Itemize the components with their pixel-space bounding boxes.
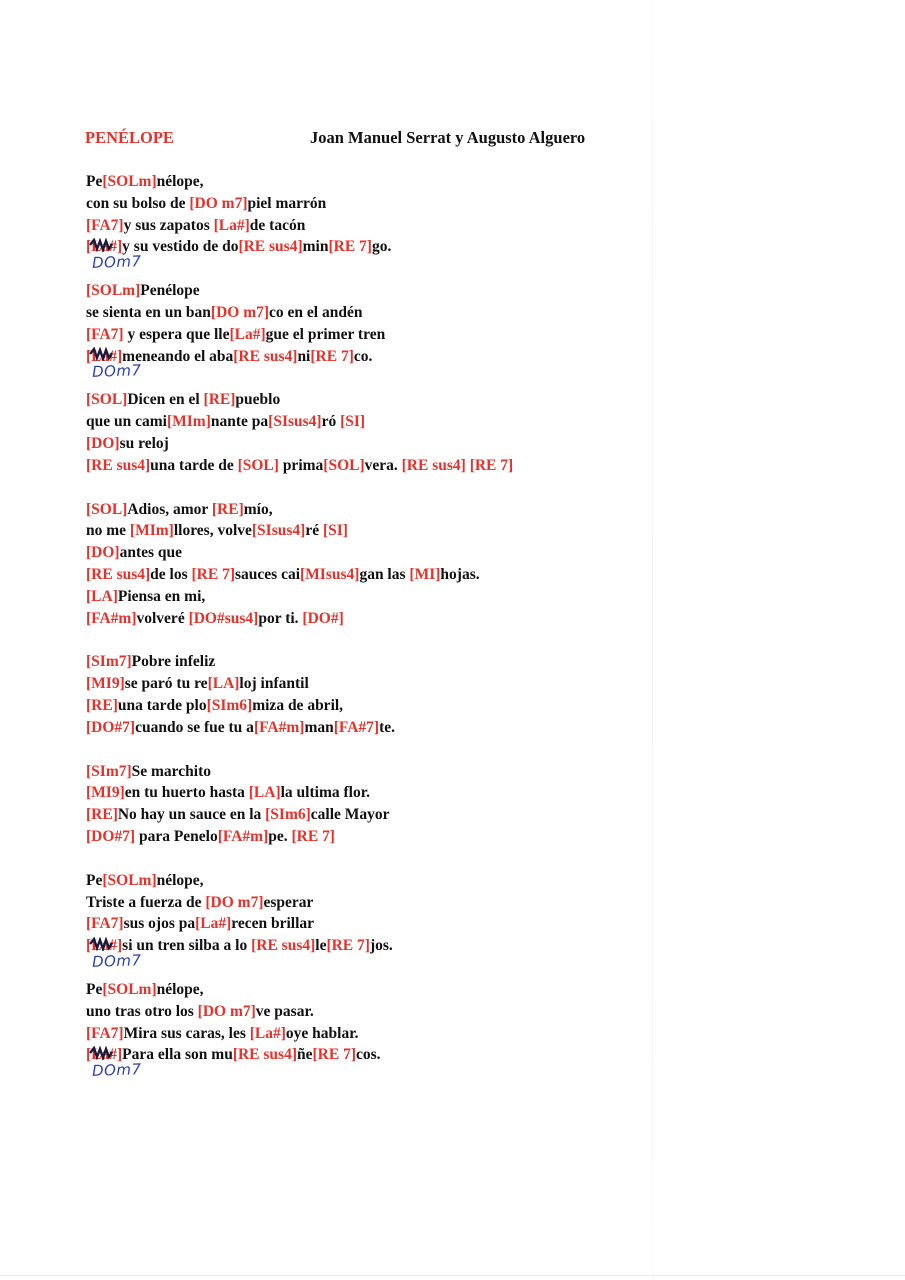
lyric-text: te. — [379, 718, 395, 736]
lyric-text: Pe — [86, 871, 103, 889]
lyric-line — [86, 1044, 646, 1066]
song-title: PENÉLOPE — [85, 128, 174, 147]
chord-label: [RE 7] — [310, 347, 354, 365]
stanza — [86, 761, 646, 848]
handwritten-chord-note: DOm7 — [91, 361, 142, 382]
lyric-text: co en el andén — [269, 303, 363, 321]
chord-label: [RE] — [203, 391, 236, 409]
lyric-line — [86, 782, 646, 804]
lyric-text: ni — [297, 347, 311, 365]
chord-label: [SOL] — [86, 391, 128, 409]
lyric-text: de tacón — [249, 216, 306, 234]
lyric-line — [86, 542, 646, 564]
chord-label: [RE sus4] — [251, 937, 316, 955]
stanza-gap — [86, 848, 646, 870]
stanza-gap — [86, 957, 646, 979]
chord-label: [La#] — [229, 325, 266, 343]
lyric-text: Pe — [86, 173, 103, 190]
lyric-text: pe. — [268, 827, 292, 845]
lyric-text: Dicen en el — [127, 391, 204, 409]
stanza-gap — [86, 477, 646, 499]
lyric-text: oye hablar. — [285, 1024, 359, 1042]
handwritten-chord-note: DOm7 — [91, 951, 142, 971]
lyric-text: que un cami — [86, 413, 167, 431]
stanza — [86, 389, 646, 476]
chord-label: [RE] — [86, 806, 118, 824]
lyric-line — [86, 913, 646, 935]
lyric-text: min — [302, 238, 329, 256]
chord-label: [SIm7] — [86, 653, 132, 671]
chord-label: [RE sus4] — [401, 456, 466, 474]
lyric-text: cuando se fue tu a — [135, 718, 254, 736]
chord-label: [RE] — [211, 500, 244, 518]
chord-label: [RE sus4] — [233, 347, 298, 365]
chord-label: [DO#7] — [86, 718, 136, 736]
chord-label: [DO] — [86, 434, 120, 452]
lyric-text: Penélope — [140, 282, 200, 300]
lyric-text: pueblo — [235, 391, 281, 409]
lyric-line — [86, 564, 646, 586]
lyric-line — [86, 193, 646, 215]
lyric-text: calle Mayor — [310, 806, 390, 824]
chord-label: [FA#7] — [333, 718, 380, 736]
lyric-text: Pobre infeliz — [131, 653, 216, 671]
stanza — [86, 979, 646, 1080]
stanza — [86, 499, 646, 630]
lyric-text: piel marrón — [247, 194, 327, 212]
lyric-text: sus ojos pa — [123, 915, 196, 933]
stanza-gap — [86, 629, 646, 651]
lyrics-body — [86, 171, 646, 1080]
lyric-line — [86, 171, 646, 193]
stanza-gap — [86, 258, 646, 280]
lyric-text: go. — [371, 238, 392, 256]
lyric-text: mío, — [243, 500, 273, 518]
chord-label: [DO m7] — [210, 303, 270, 321]
page-bottom-edge — [0, 1275, 905, 1276]
lyric-line — [86, 302, 646, 324]
lyric-text: co. — [353, 347, 373, 365]
lyric-text: cos. — [355, 1046, 381, 1064]
lyric-line — [86, 280, 646, 302]
lyric-line — [86, 979, 646, 1001]
lyric-text: Se marchito — [131, 762, 211, 780]
lyric-line — [86, 651, 646, 673]
lyric-text: Triste a fuerza de — [86, 893, 206, 911]
lyric-line — [86, 673, 646, 695]
chord-label: [RE 7] — [328, 238, 372, 256]
chord-label: [SIm7] — [86, 762, 132, 780]
stanza — [86, 870, 646, 971]
lyric-text: Para ella son mu — [122, 1046, 233, 1064]
lyric-line — [86, 520, 646, 542]
lyric-text: gan las — [359, 565, 410, 583]
lyric-text: la ultima flor. — [280, 784, 371, 802]
chord-label: [MI9] — [86, 675, 125, 693]
lyric-text: antes que — [119, 544, 183, 562]
lyric-text: miza de abril, — [252, 696, 344, 714]
lyric-line — [86, 455, 646, 477]
lyric-line — [86, 608, 646, 630]
lyric-text: y espera que lle — [123, 325, 230, 343]
chord-label: [SI] — [322, 522, 348, 540]
lyric-text: ró — [321, 413, 341, 431]
chord-label: [FA7] — [86, 915, 124, 933]
lyric-text: vera. — [364, 456, 402, 474]
handwritten-chord-note: DOm7 — [91, 1060, 142, 1080]
lyric-text: hojas. — [440, 565, 480, 583]
lyric-text: y su vestido de do — [122, 238, 239, 256]
song-authors: Joan Manuel Serrat y Augusto Alguero — [310, 128, 586, 147]
chord-label: [RE] — [86, 696, 118, 714]
chord-label: [SI] — [340, 413, 366, 431]
chord-label: [MI] — [409, 565, 441, 583]
lyric-text: Piensa en mi, — [117, 587, 206, 605]
lyric-text: llores, volve — [173, 522, 252, 540]
lyric-line — [86, 346, 646, 368]
chord-label: [La#] — [86, 937, 123, 955]
lyric-line — [86, 826, 646, 848]
chord-label: [La#] — [195, 915, 232, 933]
chord-label: [MI9] — [86, 784, 125, 802]
stanza-gap — [86, 367, 646, 389]
chord-label: [DO m7] — [205, 893, 264, 911]
lyric-text: volveré — [136, 609, 189, 627]
scribble-mark-icon — [89, 937, 113, 951]
stanza-gap — [86, 739, 646, 761]
chord-label: [SOLm] — [102, 173, 157, 190]
lyric-text: con su bolso de — [86, 194, 190, 212]
lyric-text: no me — [86, 522, 130, 540]
chord-label: [MIsus4] — [300, 565, 360, 583]
chord-label: [RE sus4] — [86, 565, 151, 583]
lyric-text: man — [304, 718, 334, 736]
chord-label: [SOL] — [237, 456, 279, 474]
chord-label: [MIm] — [166, 413, 211, 431]
chord-label: [RE sus4] — [232, 1046, 297, 1064]
handwritten-chord-note: DOm7 — [91, 252, 142, 273]
lyric-line — [86, 935, 646, 957]
lyric-text: uno tras otro los — [86, 1002, 198, 1020]
lyric-line — [86, 433, 646, 455]
lyric-text: gue el primer tren — [265, 325, 386, 343]
lyric-text: le — [315, 937, 327, 955]
stanza — [86, 280, 646, 382]
stanza — [86, 651, 646, 738]
scribble-mark-icon — [89, 1046, 113, 1060]
lyric-line — [86, 761, 646, 783]
lyric-text: nélope, — [156, 980, 204, 998]
stanza — [86, 171, 646, 273]
chord-label: [LA] — [248, 784, 281, 802]
lyric-text: nélope, — [156, 173, 204, 190]
lyric-text: de los — [150, 565, 192, 583]
chord-label: [SOLm] — [102, 871, 157, 889]
lyric-text: prima — [278, 456, 324, 474]
chord-label: [RE 7] — [191, 565, 235, 583]
lyric-text: y sus zapatos — [123, 216, 214, 234]
chord-label: [SIm6] — [206, 696, 253, 714]
chord-label: [La#] — [249, 1024, 286, 1042]
chord-label: [RE 7] — [291, 827, 335, 845]
chord-label: [DO#7] — [86, 827, 136, 845]
chord-label: [SOLm] — [86, 282, 141, 300]
lyric-text: ñe — [297, 1046, 313, 1064]
song-header — [85, 128, 625, 152]
lyric-text: se sienta en un ban — [86, 303, 211, 321]
lyric-line — [86, 892, 646, 914]
chord-label: [SOLm] — [102, 980, 157, 998]
lyric-text: una tarde plo — [117, 696, 207, 714]
lyric-text: una tarde de — [150, 456, 238, 474]
chord-label: [RE sus4] — [238, 238, 303, 256]
chord-label: [MIm] — [129, 522, 174, 540]
chord-label: [La#] — [86, 1046, 123, 1064]
lyric-text: jos. — [369, 937, 393, 955]
chord-label: [SIsus4] — [268, 413, 322, 431]
lyric-text: nante pa — [210, 413, 269, 431]
chord-label: [La#] — [86, 347, 123, 365]
chord-label: [SIm6] — [265, 806, 311, 824]
lyric-line — [86, 1001, 646, 1023]
lyric-line — [86, 586, 646, 608]
lyric-line — [86, 215, 646, 237]
lyric-text: esperar — [263, 893, 314, 911]
chord-label: [FA#m] — [217, 827, 269, 845]
chord-label: [DO#] — [302, 609, 344, 627]
lyric-text: Mira sus caras, les — [123, 1024, 250, 1042]
lyric-text: ré — [305, 522, 323, 540]
chord-label: [LA] — [86, 587, 118, 605]
page-fold-shadow — [652, 0, 653, 1280]
chord-label: [La#] — [86, 238, 123, 256]
lyric-line — [86, 1023, 646, 1045]
lyric-text: Pe — [86, 980, 103, 998]
chord-label: [DO#sus4] — [188, 609, 259, 627]
lyric-text: en tu huerto hasta — [124, 784, 249, 802]
chord-label: [SOL] — [86, 500, 128, 518]
lyric-line — [86, 236, 646, 258]
chord-label: [SOL] — [323, 456, 365, 474]
chord-label: [DO m7] — [189, 194, 248, 212]
lyric-text: No hay un sauce en la — [117, 806, 266, 824]
lyric-line — [86, 695, 646, 717]
lyric-text: loj infantil — [239, 675, 309, 693]
lyric-line — [86, 411, 646, 433]
chord-label: [FA7] — [86, 325, 124, 343]
chord-label: [DO] — [86, 544, 120, 562]
lyric-line — [86, 870, 646, 892]
chord-label: [FA7] — [86, 216, 124, 234]
lyric-line — [86, 389, 646, 411]
scribble-mark-icon — [89, 347, 113, 361]
chord-label: [La#] — [213, 216, 250, 234]
chord-label: [RE 7] — [326, 937, 370, 955]
lyric-text: si un tren silba a lo — [122, 937, 252, 955]
chord-label: [RE 7] — [469, 456, 514, 474]
lyric-text: por ti. — [258, 609, 303, 627]
lyric-line — [86, 324, 646, 346]
chord-label: [FA7] — [86, 1024, 124, 1042]
lyric-text: se paró tu re — [124, 675, 208, 693]
lyric-text: su reloj — [119, 434, 169, 452]
chord-label: [RE 7] — [312, 1046, 356, 1064]
scribble-mark-icon — [89, 238, 113, 252]
lyric-text: sauces cai — [235, 565, 301, 583]
chord-label: [FA#m] — [86, 609, 137, 627]
chord-label: [FA#m] — [253, 718, 305, 736]
lyric-line — [86, 499, 646, 521]
lyric-text: ve pasar. — [255, 1002, 314, 1020]
lyric-line — [86, 804, 646, 826]
lyric-text: recen brillar — [231, 915, 315, 933]
chord-label: [SIsus4] — [251, 522, 306, 540]
chord-label: [RE sus4] — [86, 456, 151, 474]
lyric-text: meneando el aba — [122, 347, 234, 365]
chord-label: [DO m7] — [197, 1002, 256, 1020]
lyric-text: para Penelo — [135, 827, 218, 845]
lyric-text: nélope, — [156, 871, 204, 889]
lyric-line — [86, 717, 646, 739]
chord-label: [LA] — [207, 675, 240, 693]
lyric-text: Adios, amor — [127, 500, 212, 518]
